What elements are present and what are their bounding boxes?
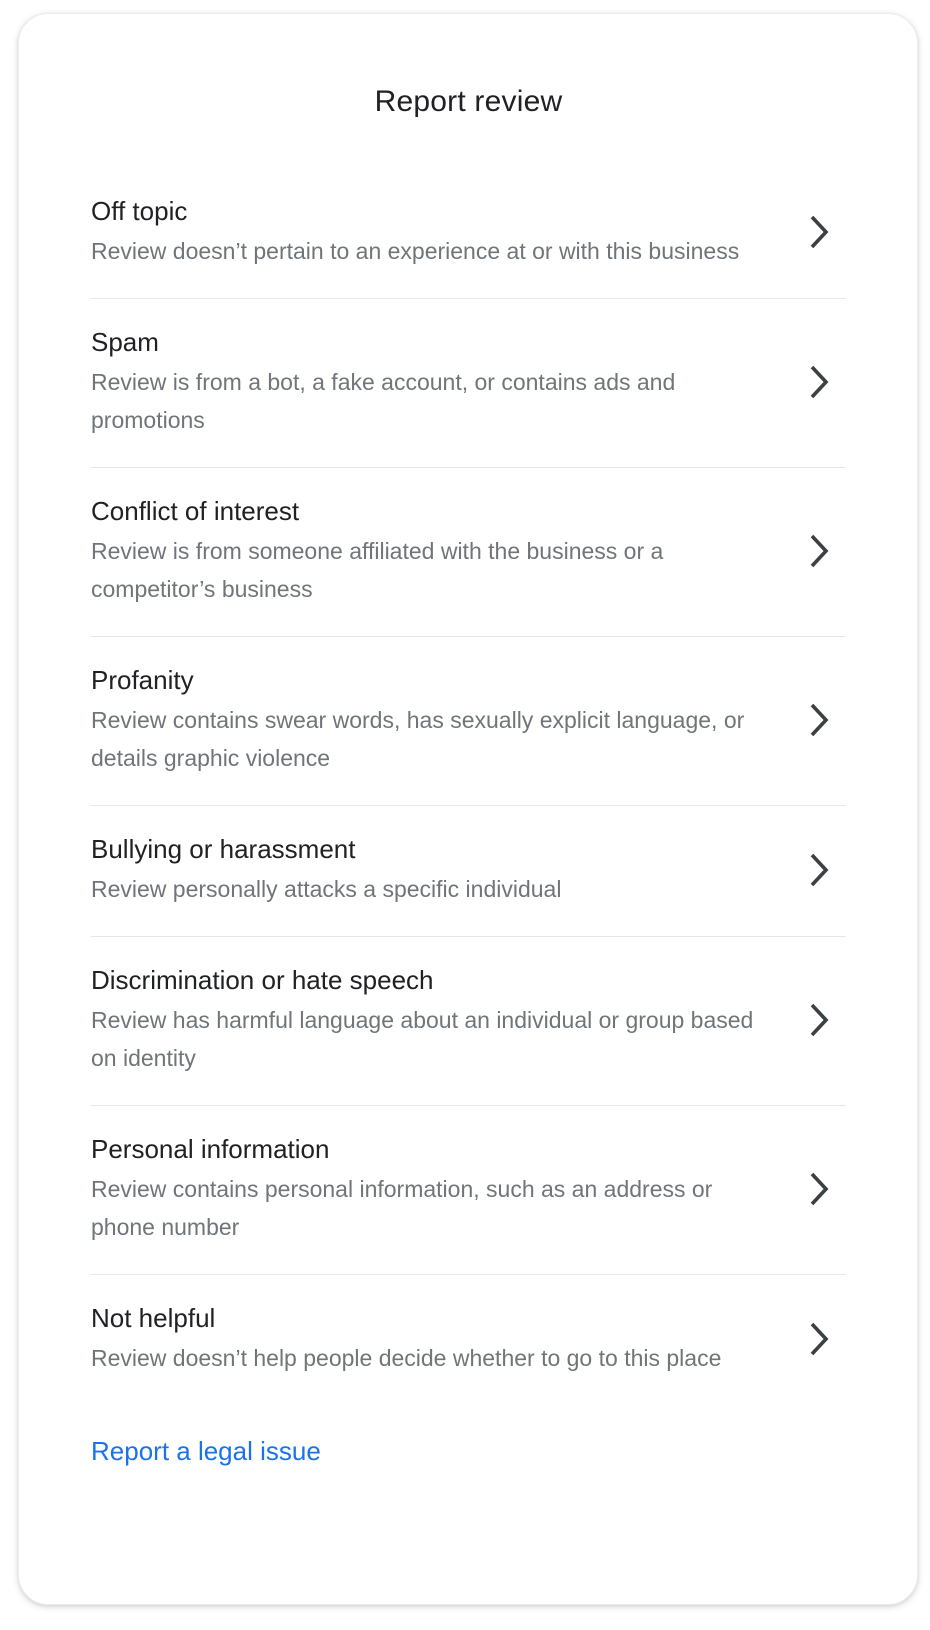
report-reason-text: [91, 325, 791, 439]
chevron-right-icon: [808, 1321, 830, 1357]
chevron-right-icon: [808, 1002, 830, 1038]
report-reason-item-profanity[interactable]: [91, 637, 846, 806]
report-reason-title: Bullying or harassment: [91, 834, 356, 864]
report-reason-text: [91, 963, 771, 1077]
chevron-right-icon: [808, 214, 830, 250]
report-reason-description: Review is from a bot, a fake account, or contains ads and promotions: [91, 369, 676, 433]
report-reason-item-conflict-of-interest[interactable]: [91, 468, 846, 637]
report-reason-description: Review contains personal information, such as an address or phone number: [91, 1176, 713, 1240]
report-reason-text: [91, 194, 771, 270]
report-reason-item-not-helpful[interactable]: [91, 1275, 846, 1405]
report-reason-description: Review is from someone affiliated with the business or a competitor’s business: [91, 538, 664, 602]
report-reason-text: [91, 494, 741, 608]
report-reason-title: Discrimination or hate speech: [91, 965, 434, 995]
report-reason-item-off-topic[interactable]: [91, 168, 846, 299]
report-reason-item-spam[interactable]: [91, 299, 846, 468]
report-reason-item-bullying[interactable]: [91, 806, 846, 937]
report-reason-text: [91, 1301, 771, 1377]
report-reason-title: Personal information: [91, 1134, 330, 1164]
report-reason-title: Off topic: [91, 196, 188, 226]
dialog-title: Report review: [374, 85, 563, 118]
report-reason-list: [91, 168, 846, 1405]
report-reason-title: Conflict of interest: [91, 496, 300, 526]
report-reason-title: Profanity: [91, 665, 194, 695]
chevron-right-icon: [808, 364, 830, 400]
report-reason-item-discrimination[interactable]: [91, 937, 846, 1106]
report-legal-issue-link[interactable]: Report a legal issue: [91, 1436, 321, 1466]
report-reason-description: Review doesn’t help people decide whether to go to this place: [91, 1345, 722, 1371]
chevron-right-icon: [808, 533, 830, 569]
report-review-dialog: [18, 13, 918, 1605]
chevron-right-icon: [808, 1171, 830, 1207]
report-reason-title: Spam: [91, 327, 159, 357]
chevron-right-icon: [808, 702, 830, 738]
report-reason-title: Not helpful: [91, 1303, 216, 1333]
report-reason-text: [91, 1132, 771, 1246]
report-reason-description: Review has harmful language about an individual or group based on identity: [91, 1007, 754, 1071]
report-reason-text: [91, 663, 771, 777]
report-reason-text: [91, 832, 771, 908]
report-reason-item-personal-information[interactable]: [91, 1106, 846, 1275]
report-reason-description: Review contains swear words, has sexually explicit language, or details graphic violence: [91, 707, 745, 771]
report-reason-description: Review doesn’t pertain to an experience at or with this business: [91, 238, 740, 264]
report-reason-description: Review personally attacks a specific individual: [91, 876, 562, 902]
chevron-right-icon: [808, 852, 830, 888]
